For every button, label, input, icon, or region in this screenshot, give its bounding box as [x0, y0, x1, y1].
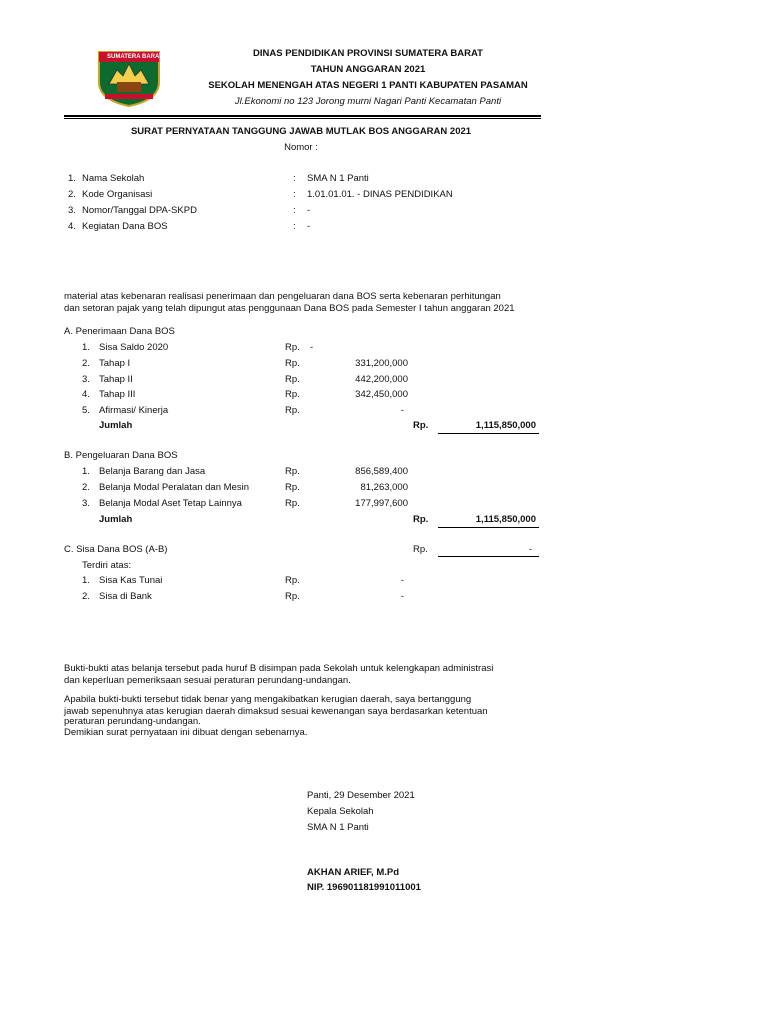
section-c-rp: Rp.	[413, 544, 428, 555]
document-title: SURAT PERNYATAAN TANGGUNG JAWAB MUTLAK BOS ANGGARAN 2021	[130, 126, 472, 137]
section-c-item-no: 2.	[82, 591, 90, 602]
section-b-item-rp: Rp.	[285, 482, 300, 493]
section-a-item-value: 342,450,000	[355, 389, 408, 400]
document-number: Nomor :	[284, 142, 318, 153]
section-c-item-label: Sisa di Bank	[99, 591, 152, 602]
identity-label: Nomor/Tanggal DPA-SKPD	[82, 205, 197, 216]
closing-p1-line2: dan keperluan pemeriksaan sesuai peraturan perundang-undangan.	[64, 675, 351, 686]
identity-value: -	[307, 205, 311, 216]
section-a-title: A. Penerimaan Dana BOS	[64, 326, 175, 337]
signature-position: Kepala Sekolah	[307, 806, 374, 817]
section-c-value: -	[528, 544, 532, 555]
closing-p2-line1: Apabila bukti-bukti tersebut tidak benar yang mengakibatkan kerugian daerah, saya bertanggung	[64, 694, 472, 705]
closing-p3: Demikian surat pernyataan ini dibuat dengan sebenarnya.	[64, 727, 308, 738]
identity-no: 4.	[68, 221, 76, 232]
header-line-1: DINAS PENDIDIKAN PROVINSI SUMATERA BARAT	[253, 48, 483, 59]
header-address: Jl.Ekonomi no 123 Jorong murni Nagari Panti Kecamatan Panti	[234, 96, 502, 107]
section-b-item-rp: Rp.	[285, 498, 300, 509]
section-b-item-value: 81,263,000	[360, 482, 408, 493]
section-b-title: B. Pengeluaran Dana BOS	[64, 450, 178, 461]
section-b-total-value: 1,115,850,000	[475, 514, 536, 525]
section-a-item-label: Tahap III	[99, 389, 136, 400]
header-line-3: SEKOLAH MENENGAH ATAS NEGERI 1 PANTI KABUPATEN PASAMAN	[208, 80, 528, 91]
section-a-item-label: Tahap II	[99, 374, 133, 385]
identity-sep: :	[293, 189, 296, 200]
section-b-total-underline	[438, 527, 539, 528]
section-c-item-value: -	[400, 591, 404, 602]
section-a-item-no: 1.	[82, 342, 90, 353]
section-a-total-value: 1,115,850,000	[475, 420, 536, 431]
identity-no: 2.	[68, 189, 76, 200]
section-a-item-no: 2.	[82, 358, 90, 369]
signature-nip: NIP. 196901181991011001	[307, 882, 421, 893]
section-b-item-value: 856,589,400	[355, 466, 408, 477]
section-a-item-value: 442,200,000	[355, 374, 408, 385]
section-a-total-label: Jumlah	[99, 420, 133, 431]
section-b-item-no: 2.	[82, 482, 90, 493]
section-a-item-value: -	[310, 342, 314, 353]
identity-sep: :	[293, 173, 296, 184]
section-c-item-no: 1.	[82, 575, 90, 586]
section-a-item-rp: Rp.	[285, 342, 300, 353]
section-a-item-label: Afirmasi/ Kinerja	[99, 405, 169, 416]
section-b-item-value: 177,997,600	[355, 498, 408, 509]
section-a-item-rp: Rp.	[285, 389, 300, 400]
identity-no: 3.	[68, 205, 76, 216]
section-b-item-rp: Rp.	[285, 466, 300, 477]
section-b-item-label: Belanja Modal Peralatan dan Mesin	[99, 482, 249, 493]
closing-p2-line2: jawab sepenuhnya atas kerugian daerah dimaksud sesuai kewenangan saya berdasarkan ketentuan	[64, 706, 488, 717]
identity-sep: :	[293, 221, 296, 232]
closing-p1-line1: Bukti-bukti atas belanja tersebut pada huruf B disimpan pada Sekolah untuk kelengkapan administrasi	[64, 663, 494, 674]
header-divider-thick	[64, 115, 541, 117]
section-a-item-label: Sisa Saldo 2020	[99, 342, 169, 353]
section-c-underline	[438, 556, 539, 557]
header-divider-thin	[64, 118, 541, 119]
section-a-item-rp: Rp.	[285, 358, 300, 369]
section-a-item-no: 5.	[82, 405, 90, 416]
identity-value: 1.01.01.01. - DINAS PENDIDIKAN	[307, 189, 453, 200]
identity-value: SMA N 1 Panti	[307, 173, 369, 184]
section-c-subtitle: Terdiri atas:	[82, 560, 132, 571]
signature-school: SMA N 1 Panti	[307, 822, 369, 833]
section-a-item-label: Tahap I	[99, 358, 131, 369]
identity-no: 1.	[68, 173, 76, 184]
logo-text: SUMATERA BARAT	[107, 54, 163, 60]
section-a-total-rp: Rp.	[413, 420, 429, 431]
section-a-item-no: 3.	[82, 374, 90, 385]
intro-line-2: dan setoran pajak yang telah dipungut atas penggunaan Dana BOS pada Semester I tahun anggaran 2021	[64, 303, 515, 314]
section-b-total-label: Jumlah	[99, 514, 133, 525]
identity-label: Kode Organisasi	[82, 189, 153, 200]
identity-label: Nama Sekolah	[82, 173, 145, 184]
section-a-item-value: 331,200,000	[355, 358, 408, 369]
section-c-item-rp: Rp.	[285, 591, 300, 602]
section-b-total-rp: Rp.	[413, 514, 429, 525]
intro-line-1: material atas kebenaran realisasi penerimaan dan pengeluaran dana BOS serta kebenaran perhitungan	[64, 291, 501, 302]
section-b-item-label: Belanja Barang dan Jasa	[99, 466, 206, 477]
signature-place-date: Panti, 29 Desember 2021	[307, 790, 415, 801]
section-a-item-rp: Rp.	[285, 405, 300, 416]
identity-value: -	[307, 221, 311, 232]
section-c-item-label: Sisa Kas Tunai	[99, 575, 163, 586]
province-logo	[93, 48, 165, 108]
section-c-title: C. Sisa Dana BOS (A-B)	[64, 544, 168, 555]
signature-name: AKHAN ARIEF, M.Pd	[307, 867, 400, 878]
section-b-item-no: 1.	[82, 466, 90, 477]
section-c-item-rp: Rp.	[285, 575, 300, 586]
section-a-total-underline	[438, 433, 539, 434]
closing-p2-line3: peraturan perundang-undangan.	[64, 716, 201, 727]
identity-label: Kegiatan Dana BOS	[82, 221, 168, 232]
identity-sep: :	[293, 205, 296, 216]
section-b-item-no: 3.	[82, 498, 90, 509]
section-c-item-value: -	[400, 575, 404, 586]
section-a-item-no: 4.	[82, 389, 90, 400]
section-b-item-label: Belanja Modal Aset Tetap Lainnya	[99, 498, 242, 509]
section-a-item-value: -	[400, 405, 404, 416]
header-line-2: TAHUN ANGGARAN 2021	[310, 64, 426, 75]
section-a-item-rp: Rp.	[285, 374, 300, 385]
